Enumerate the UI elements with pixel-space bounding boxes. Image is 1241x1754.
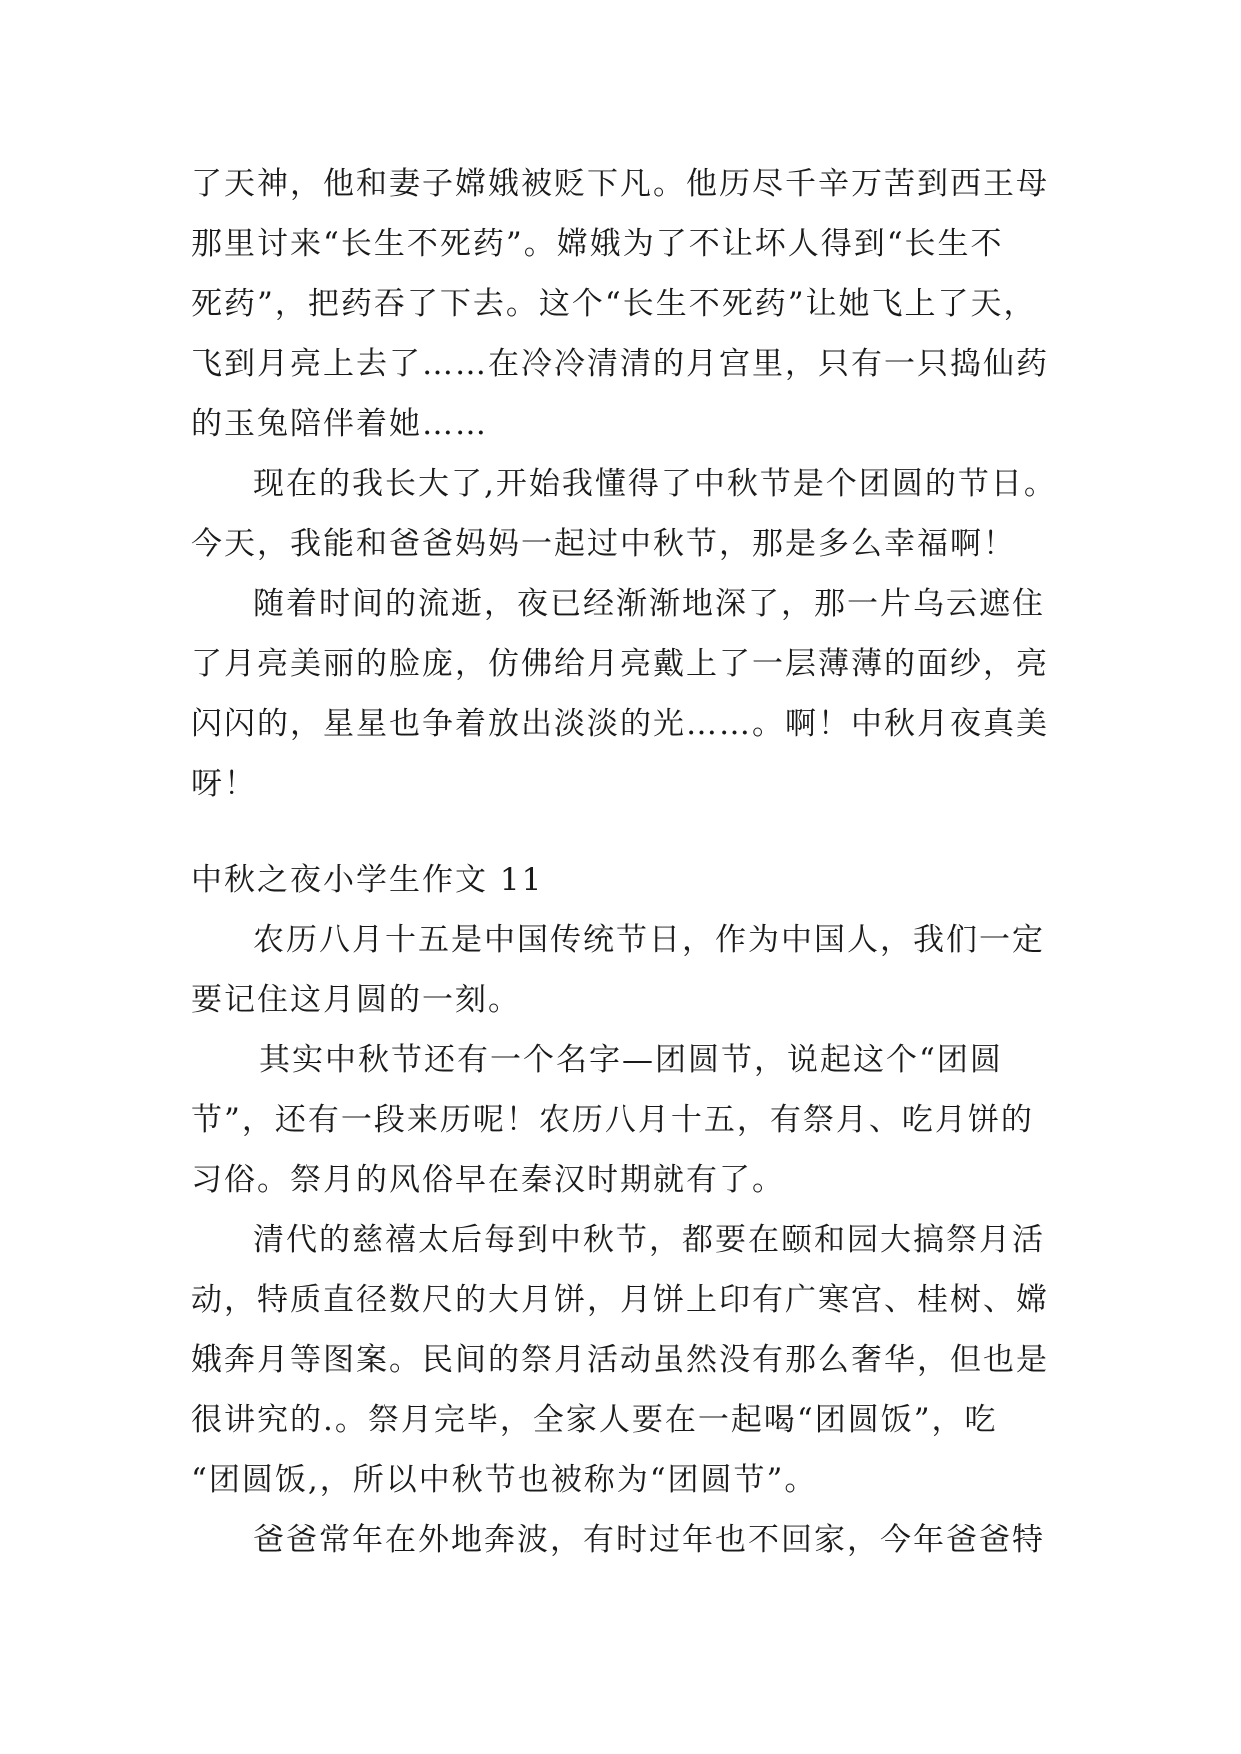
essay-section-11 [191,850,1061,1570]
text-line: 其实中秋节还有一个名字—团圆节，说起这个“团圆 [259,1042,1003,1078]
text-line: 随着时间的流逝，夜已经渐渐地深了，那一片乌云遮住 [253,586,1045,622]
essay-section-continued [191,154,1061,814]
text-line: 的玉兔陪伴着她…… [191,406,488,442]
text-line: 动，特质直径数尺的大月饼，月饼上印有广寒宫、桂树、嫦 [191,1282,1049,1318]
text-line: 死药”，把药吞了下去。这个“长生不死药”让她飞上了天， [191,286,1037,322]
text-line: 了天神，他和妻子嫦娥被贬下凡。他历尽千辛万苦到西王母 [191,166,1049,202]
text-line: 习俗。祭月的风俗早在秦汉时期就有了。 [191,1162,785,1198]
text-line: 农历八月十五是中国传统节日，作为中国人，我们一定 [253,922,1045,958]
text-line: 飞到月亮上去了……在冷冷清清的月宫里，只有一只捣仙药 [191,346,1049,382]
text-line: 清代的慈禧太后每到中秋节，都要在颐和园大搞祭月活 [253,1222,1045,1258]
text-line: 现在的我长大了,开始我懂得了中秋节是个团圆的节日。 [253,466,1057,502]
text-line: “团圆饭,，所以中秋节也被称为“团圆节”。 [191,1462,818,1498]
text-line: 了月亮美丽的脸庞，仿佛给月亮戴上了一层薄薄的面纱，亮 [191,646,1049,682]
text-line: 那里讨来“长生不死药”。嫦娥为了不让坏人得到“长生不 [191,226,1004,262]
text-line: 闪闪的，星星也争着放出淡淡的光……。啊！中秋月夜真美 [191,706,1049,742]
text-line: 很讲究的.。祭月完毕，全家人要在一起喝“团圆饭”，吃 [191,1402,998,1438]
essay-heading: 中秋之夜小学生作文 11 [191,862,544,898]
text-line: 节”，还有一段来历呢！农历八月十五，有祭月、吃月饼的 [191,1102,1034,1138]
text-line: 要记住这月圆的一刻。 [191,982,521,1018]
text-line: 呀！ [191,766,257,802]
text-line: 爸爸常年在外地奔波，有时过年也不回家，今年爸爸特 [253,1522,1045,1558]
text-line: 今天，我能和爸爸妈妈一起过中秋节，那是多么幸福啊！ [191,526,1016,562]
text-line: 娥奔月等图案。民间的祭月活动虽然没有那么奢华，但也是 [191,1342,1049,1378]
